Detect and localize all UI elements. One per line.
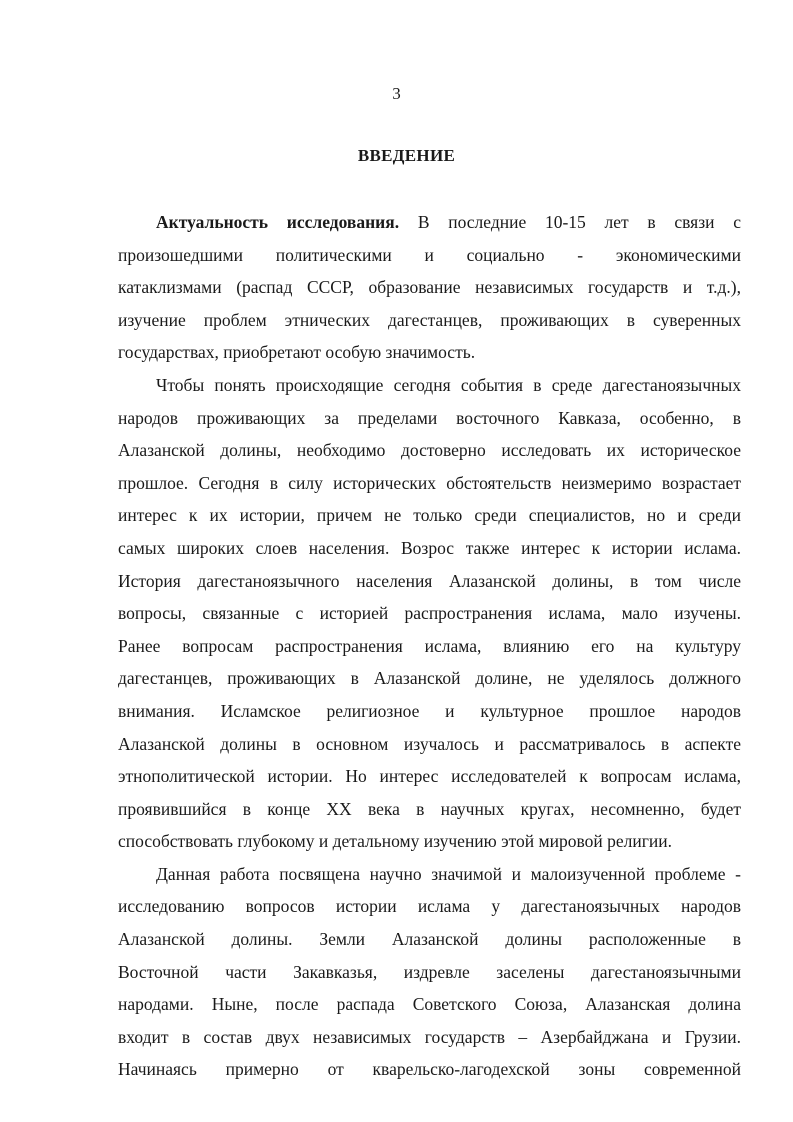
text-line: История дагестаноязычного населения Алазанской долины, в том числе <box>118 570 741 591</box>
lead-phrase: Актуальность исследования. <box>156 212 400 232</box>
text-line: проявившийся в конце XX века в научных кругах, несомненно, будет <box>118 798 741 819</box>
text-line: катаклизмами (распад СССР, образование независимых государств и т.д.), <box>118 277 741 298</box>
text-line: произошедшими политическими и социально - экономическими <box>118 244 741 265</box>
paragraph-subject <box>118 858 741 1086</box>
text-line: внимания. Исламское религиозное и культурное прошлое народов <box>118 700 741 721</box>
text-line: Чтобы понять происходящие сегодня события в среде дагестаноязычных <box>156 374 741 395</box>
text-line: народами. Ныне, после распада Советского Союза, Алазанская долина <box>118 994 741 1015</box>
text-line: исследованию вопросов истории ислама у дагестаноязычных народов <box>118 896 741 917</box>
text-line: входит в состав двух независимых государств – Азербайджана и Грузии. <box>118 1026 741 1047</box>
text-line: самых широких слоев населения. Возрос также интерес к истории ислама. <box>118 537 741 558</box>
text-line: Данная работа посвящена научно значимой и малоизученной проблеме - <box>156 863 741 884</box>
paragraph-history <box>118 369 741 858</box>
body-text <box>118 206 741 1086</box>
text-line: народов проживающих за пределами восточного Кавказа, особенно, в <box>118 407 741 428</box>
text-line: Ранее вопросам распространения ислама, влиянию его на культуру <box>118 635 741 656</box>
text-line: дагестанцев, проживающих в Алазанской долине, не уделялось должного <box>118 668 741 689</box>
text-line: изучение проблем этнических дагестанцев, проживающих в суверенных <box>118 309 741 330</box>
text-line: вопросы, связанные с историей распространения ислама, мало изучены. <box>118 603 741 624</box>
text-line: Алазанской долины в основном изучалось и рассматривалось в аспекте <box>118 733 741 754</box>
page-number: 3 <box>392 84 401 103</box>
text-line: интерес к их истории, причем не только среди специалистов, но и среди <box>118 505 741 526</box>
text-line: государствах, приобретают особую значимость. <box>118 342 476 363</box>
paragraph-relevance <box>118 206 741 369</box>
text-line: Алазанской долины, необходимо достоверно исследовать их историческое <box>118 440 741 461</box>
text-line: способствовать глубокому и детальному изучению этой мировой религии. <box>118 831 673 852</box>
text-line-content: В последние 10-15 лет в связи с <box>399 212 741 232</box>
text-line: Начинаясь примерно от кварельско-лагодехской зоны современной <box>118 1059 741 1080</box>
text-line: Восточной части Закавказья, издревле заселены дагестаноязычными <box>118 961 741 982</box>
section-heading: ВВЕДЕНИЕ <box>357 146 456 165</box>
text-line: прошлое. Сегодня в силу исторических обстоятельств неизмеримо возрастает <box>118 472 741 493</box>
text-line <box>118 206 741 239</box>
text-line: этнополитической истории. Но интерес исследователей к вопросам ислама, <box>118 766 741 787</box>
text-line: Алазанской долины. Земли Алазанской долины расположенные в <box>118 929 741 950</box>
